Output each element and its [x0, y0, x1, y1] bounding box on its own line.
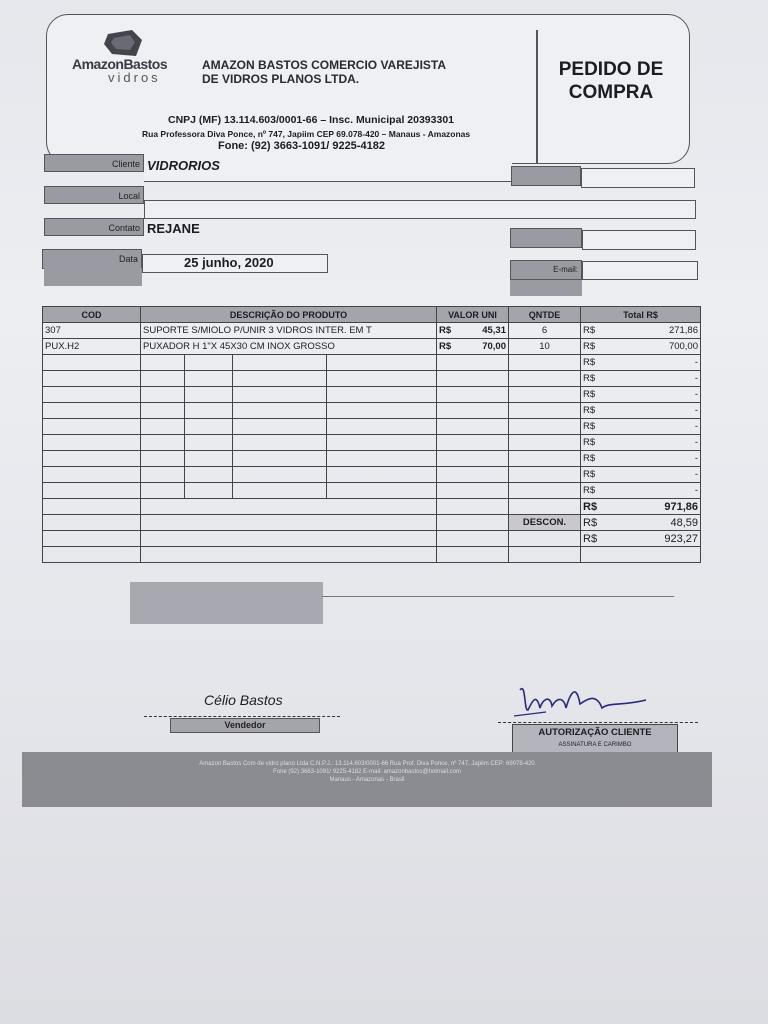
empty-cell	[185, 355, 233, 371]
local-field[interactable]	[144, 200, 696, 219]
currency-label: R$	[583, 325, 596, 336]
footer-line-2: Fone (92) 3663-1091/ 9225-4182 E-mail: amazonbastos@hotmail.com	[273, 769, 461, 775]
cell-total-empty	[581, 467, 701, 483]
empty-cell	[327, 451, 437, 467]
cell-total	[581, 323, 701, 339]
currency-label: R$	[583, 341, 596, 352]
doc-title-line-1: PEDIDO DE	[558, 59, 664, 80]
col-cod-header: COD	[43, 307, 141, 323]
table-header-row	[43, 307, 701, 323]
currency-label: R$	[583, 437, 596, 448]
empty-cell	[509, 467, 581, 483]
empty-cell	[437, 371, 509, 387]
contato-extra-field[interactable]	[582, 230, 696, 250]
col-total-header: Total R$	[581, 307, 701, 323]
cell-total	[581, 339, 701, 355]
empty-cell	[233, 371, 327, 387]
logo-wordmark: AmazonBastos	[72, 56, 168, 72]
empty-cell	[437, 483, 509, 499]
data-shadow	[44, 268, 142, 286]
empty-cell	[509, 371, 581, 387]
discount-label: DESCON.	[509, 515, 581, 531]
empty-cell	[327, 435, 437, 451]
empty-cell	[43, 419, 141, 435]
empty-total-dash: -	[694, 453, 698, 464]
empty-cell	[509, 435, 581, 451]
empty-total-dash: -	[694, 421, 698, 432]
subtotal-value: 971,86	[664, 500, 698, 513]
empty-cell	[233, 387, 327, 403]
client-label-box	[512, 724, 678, 754]
empty-cell	[141, 451, 185, 467]
cell-qty: 6	[509, 323, 581, 339]
unit-value: 45,31	[482, 325, 506, 336]
empty-cell	[233, 467, 327, 483]
currency-label: R$	[583, 500, 598, 513]
empty-total-dash: -	[694, 469, 698, 480]
discount-row	[43, 515, 701, 531]
cliente-value: VIDRORIOS	[147, 158, 220, 173]
cell-desc: PUXADOR H 1"X 45X30 CM INOX GROSSO	[141, 339, 437, 355]
empty-cell	[185, 451, 233, 467]
grand-total-row	[43, 531, 701, 547]
empty-cell	[327, 419, 437, 435]
email-label: E-mail:	[510, 260, 582, 280]
cell-total-empty	[581, 419, 701, 435]
company-name	[202, 58, 446, 86]
cell-total-empty	[581, 483, 701, 499]
empty-cell	[141, 435, 185, 451]
currency-label: R$	[583, 532, 598, 545]
table-row-empty	[43, 355, 701, 371]
empty-cell	[43, 451, 141, 467]
currency-label: R$	[583, 485, 596, 496]
total-value: 700,00	[668, 341, 698, 352]
under-table-line	[322, 596, 674, 597]
table-row-empty	[43, 419, 701, 435]
cell-total-empty	[581, 355, 701, 371]
currency-label: R$	[583, 389, 596, 400]
empty-total-dash: -	[694, 357, 698, 368]
local-label: Local	[44, 186, 144, 204]
table-row-empty	[43, 403, 701, 419]
empty-cell	[327, 483, 437, 499]
empty-cell	[509, 483, 581, 499]
cell-desc: SUPORTE S/MIOLO P/UNIR 3 VIDROS INTER. EM T	[141, 323, 437, 339]
cell-unit	[437, 323, 509, 339]
client-signature-line	[498, 722, 698, 723]
empty-cell	[509, 419, 581, 435]
empty-cell	[141, 419, 185, 435]
table-row	[43, 339, 701, 355]
company-line-1: AMAZON BASTOS COMERCIO VAREJISTA	[202, 58, 447, 72]
contato-label: Contato	[44, 218, 144, 236]
empty-cell	[437, 451, 509, 467]
empty-cell	[141, 403, 185, 419]
cell-total-empty	[581, 435, 701, 451]
empty-cell	[437, 419, 509, 435]
col-unit-header: VALOR UNI	[437, 307, 509, 323]
data-label: Data	[42, 249, 142, 269]
table-row-empty	[43, 467, 701, 483]
cnpj-line: CNPJ (MF) 13.114.603/0001-66 – Insc. Municipal 20393301	[168, 114, 454, 126]
cell-total-empty	[581, 387, 701, 403]
client-sublabel: ASSINATURA E CARIMBO	[558, 742, 632, 748]
currency-label: R$	[583, 421, 596, 432]
empty-cell	[327, 355, 437, 371]
empty-cell	[43, 387, 141, 403]
empty-cell	[43, 403, 141, 419]
currency-label: R$	[583, 453, 596, 464]
document-title	[544, 58, 678, 104]
phone-line: Fone: (92) 3663-1091/ 9225-4182	[218, 140, 385, 152]
empty-cell	[141, 387, 185, 403]
empty-cell	[233, 355, 327, 371]
currency-label: R$	[439, 325, 452, 336]
discount-cell	[581, 515, 701, 531]
items-table	[42, 306, 701, 563]
empty-cell	[185, 483, 233, 499]
email-field[interactable]	[582, 261, 698, 280]
cell-total-empty	[581, 371, 701, 387]
empty-total-dash: -	[694, 405, 698, 416]
empty-total-dash: -	[694, 373, 698, 384]
col-desc-header: DESCRIÇÃO DO PRODUTO	[141, 307, 437, 323]
empty-cell	[233, 483, 327, 499]
empty-cell	[509, 355, 581, 371]
header-divider	[536, 30, 538, 164]
empty-cell	[141, 483, 185, 499]
empty-cell	[437, 403, 509, 419]
currency-label: R$	[439, 341, 452, 352]
empty-cell	[233, 419, 327, 435]
client-label: AUTORIZAÇÃO CLIENTE	[538, 727, 652, 738]
currency-label: R$	[583, 405, 596, 416]
cell-cod: 307	[43, 323, 141, 339]
cell-unit	[437, 339, 509, 355]
empty-cell	[327, 403, 437, 419]
company-line-2: DE VIDROS PLANOS LTDA.	[202, 72, 360, 86]
logo-subtitle: vidros	[108, 70, 161, 85]
cell-cod: PUX.H2	[43, 339, 141, 355]
currency-label: R$	[583, 357, 596, 368]
email-shadow	[510, 280, 582, 296]
seller-name: Célio Bastos	[204, 692, 283, 708]
discount-value: 48,59	[670, 516, 698, 529]
cliente-extra-field[interactable]	[581, 168, 695, 188]
cell-total-empty	[581, 403, 701, 419]
currency-label: R$	[583, 516, 598, 529]
empty-cell	[437, 467, 509, 483]
empty-total-dash: -	[694, 389, 698, 400]
footer-line-3: Manaus - Amazonas - Brasil	[329, 777, 405, 783]
empty-cell	[185, 419, 233, 435]
table-row-empty	[43, 483, 701, 499]
currency-label: R$	[583, 373, 596, 384]
seller-label: Vendedor	[170, 718, 320, 733]
empty-cell	[233, 451, 327, 467]
empty-cell	[141, 355, 185, 371]
empty-cell	[43, 467, 141, 483]
empty-cell	[327, 371, 437, 387]
empty-cell	[43, 435, 141, 451]
empty-cell	[437, 387, 509, 403]
table-row-empty	[43, 371, 701, 387]
unit-value: 70,00	[482, 341, 506, 352]
grand-total-cell	[581, 531, 701, 547]
empty-cell	[233, 435, 327, 451]
subtotal-cell	[581, 499, 701, 515]
empty-cell	[509, 403, 581, 419]
table-row-empty	[43, 387, 701, 403]
empty-cell	[233, 403, 327, 419]
table-row-empty	[43, 451, 701, 467]
doc-title-line-2: COMPRA	[568, 82, 654, 103]
cell-total-empty	[581, 451, 701, 467]
empty-cell	[437, 435, 509, 451]
cliente-extra-gray	[511, 166, 581, 186]
cliente-label: Cliente	[44, 154, 144, 172]
col-qty-header: QNTDE	[509, 307, 581, 323]
empty-cell	[43, 483, 141, 499]
address-line: Rua Professora Diva Ponce, nº 747, Japiim CEP 69.078-420 – Manaus - Amazonas	[142, 129, 471, 139]
currency-label: R$	[583, 469, 596, 480]
client-signature-scrawl	[506, 672, 666, 724]
table-row	[43, 323, 701, 339]
contato-value: REJANE	[147, 221, 200, 236]
empty-cell	[185, 387, 233, 403]
empty-cell	[185, 403, 233, 419]
footer-bar	[22, 752, 712, 807]
empty-cell	[185, 467, 233, 483]
empty-cell	[43, 371, 141, 387]
cell-qty: 10	[509, 339, 581, 355]
empty-cell	[43, 355, 141, 371]
blank-row	[43, 547, 701, 563]
empty-cell	[141, 467, 185, 483]
table-row-empty	[43, 435, 701, 451]
empty-cell	[509, 387, 581, 403]
subtotal-row	[43, 499, 701, 515]
empty-cell	[185, 435, 233, 451]
empty-cell	[185, 371, 233, 387]
empty-cell	[327, 467, 437, 483]
grand-total-value: 923,27	[664, 532, 698, 545]
contato-extra-gray	[510, 228, 582, 248]
gray-stamp-block	[130, 582, 323, 624]
data-value: 25 junho, 2020	[184, 255, 274, 270]
seller-signature-line	[144, 716, 340, 717]
empty-cell	[141, 371, 185, 387]
empty-total-dash: -	[694, 485, 698, 496]
footer-line-1: Amazon Bastos Com de vidro plano Ltda C.N.P.J.: 13.114.603/0001-66 Rua Prof. Diva Ponce, nº 747, Japiim CEP: 69078-420	[199, 761, 535, 767]
total-value: 271,86	[668, 325, 698, 336]
empty-cell	[327, 387, 437, 403]
empty-cell	[437, 355, 509, 371]
empty-cell	[509, 451, 581, 467]
empty-total-dash: -	[694, 437, 698, 448]
